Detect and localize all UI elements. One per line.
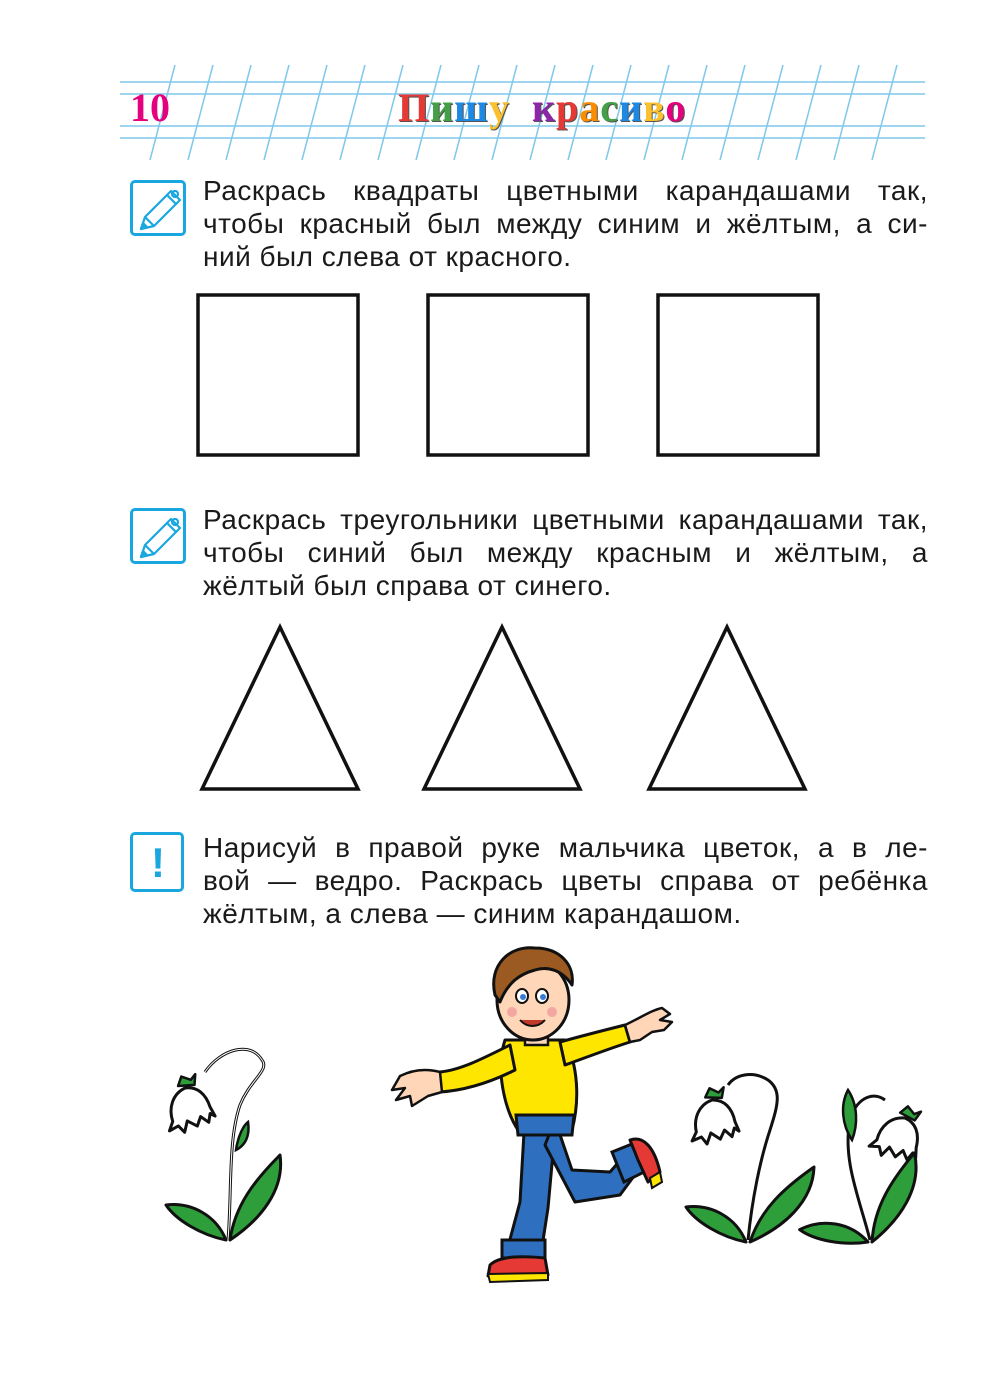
task1-line: ний был слева от красного. bbox=[203, 241, 572, 272]
task2-instruction bbox=[203, 503, 928, 602]
illustration bbox=[0, 940, 1000, 1300]
title-letter: с bbox=[600, 85, 620, 130]
task2-line: жёлтый был справа от синего. bbox=[203, 570, 612, 601]
flower-right-2[interactable] bbox=[800, 1090, 928, 1263]
page-title bbox=[398, 84, 686, 131]
page-title-word-1 bbox=[398, 85, 510, 130]
task1-line: Раскрась квадраты цветными карандашами так, bbox=[203, 175, 928, 206]
task1-instruction bbox=[203, 174, 928, 273]
page-number: 10 bbox=[130, 85, 170, 130]
task1-pencil-icon bbox=[130, 180, 186, 236]
task3-line: вой — ведро. Раскрась цветы справа от ребёнка bbox=[203, 865, 928, 896]
title-letter: и bbox=[619, 85, 644, 130]
flower-left[interactable] bbox=[155, 1049, 281, 1240]
task2-line: Раскрась треугольники цветными карандашами так, bbox=[203, 504, 928, 535]
title-letter: в bbox=[643, 85, 666, 130]
pencil-icon bbox=[133, 183, 189, 239]
triangles-area bbox=[0, 620, 1000, 800]
title-letter: у bbox=[488, 85, 510, 130]
boy-figure bbox=[392, 948, 672, 1282]
triangle-3[interactable] bbox=[649, 627, 805, 789]
square-2[interactable] bbox=[428, 295, 588, 455]
squares-area bbox=[0, 290, 1000, 465]
title-letter: а bbox=[579, 85, 601, 130]
task3-instruction bbox=[203, 831, 928, 930]
task3-line: жёлтым, а слева — синим карандашом. bbox=[203, 898, 742, 929]
title-letter: о bbox=[665, 85, 687, 130]
square-3[interactable] bbox=[658, 295, 818, 455]
square-1[interactable] bbox=[198, 295, 358, 455]
title-letter: и bbox=[430, 85, 455, 130]
task2-line: чтобы синий был между красным и жёлтым, а bbox=[203, 537, 928, 568]
title-letter: к bbox=[531, 85, 556, 130]
pencil-icon bbox=[133, 511, 189, 567]
flower-right-1[interactable] bbox=[682, 1075, 815, 1251]
task3-line: Нарисуй в правой руке мальчика цветок, а в ле- bbox=[203, 832, 928, 863]
task1-line: чтобы красный был между синим и жёлтым, а си- bbox=[203, 208, 928, 239]
title-letter: р bbox=[556, 85, 580, 130]
page-title-word-2 bbox=[532, 85, 686, 130]
title-letter: ш bbox=[454, 85, 489, 130]
triangle-2[interactable] bbox=[424, 627, 580, 789]
task2-pencil-icon bbox=[130, 508, 186, 564]
exclamation-icon: ! bbox=[151, 839, 165, 886]
triangle-1[interactable] bbox=[202, 627, 358, 789]
title-letter: П bbox=[398, 85, 431, 130]
task3-exclamation-box bbox=[130, 832, 184, 892]
